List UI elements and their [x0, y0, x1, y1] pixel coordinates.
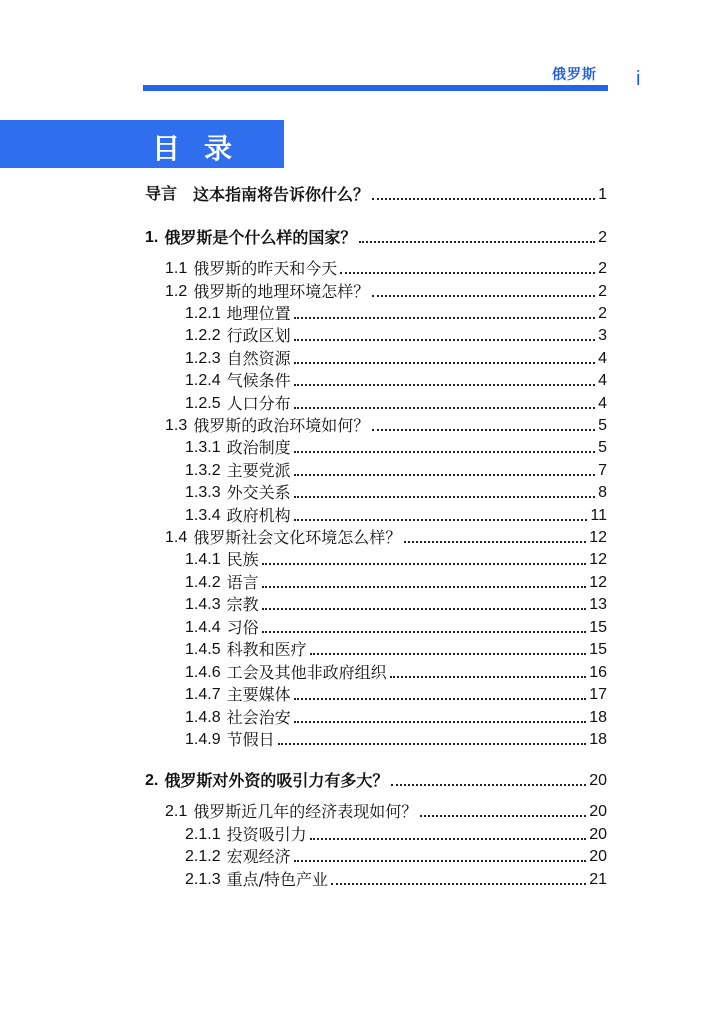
- leader-dots: [359, 241, 595, 243]
- toc-entry-1-3[interactable]: [165, 414, 607, 436]
- leader-dots: [294, 474, 595, 476]
- toc-entry-2-1-3[interactable]: [185, 868, 607, 890]
- toc-entry-1-2-2[interactable]: [185, 324, 607, 346]
- leader-dots: [294, 362, 595, 364]
- toc-entry-label: 民族: [226, 550, 259, 569]
- toc-entry-page: 12: [589, 529, 607, 546]
- toc-entry-1-4-2[interactable]: [185, 571, 607, 593]
- toc-entry-1-3-2[interactable]: [185, 459, 607, 481]
- toc-entry-page: 20: [589, 848, 607, 865]
- toc-entry-number: 1.3.1: [185, 439, 221, 456]
- toc-entry-number: 1.4.7: [185, 686, 221, 703]
- toc-entry-number: 1.1: [165, 260, 188, 277]
- toc-entry-page: 1: [598, 186, 607, 203]
- leader-dots: [391, 784, 586, 786]
- leader-dots: [294, 698, 587, 700]
- leader-dots: [420, 815, 586, 817]
- toc-entry-number: 1.4.4: [185, 619, 221, 636]
- toc-entry-page: 16: [589, 664, 607, 681]
- toc-entry-number: 1.4.6: [185, 664, 221, 681]
- toc-entry-label: 俄罗斯对外资的吸引力有多大？: [164, 771, 389, 790]
- toc-entry-label: 社会治安: [226, 708, 291, 727]
- toc-entry-number: 1.: [145, 229, 159, 246]
- toc-entry-2-1-2[interactable]: [185, 845, 607, 867]
- toc-entry-label: 习俗: [226, 618, 259, 637]
- toc-entry-label: 政治制度: [226, 438, 291, 457]
- toc-entry-number: 导言: [145, 186, 178, 203]
- toc-entry-number: 1.2.3: [185, 350, 221, 367]
- running-header-country: 俄罗斯: [552, 67, 597, 83]
- toc-entry-number: 1.2: [165, 283, 188, 300]
- toc-entry-number: 1.2.5: [185, 395, 221, 412]
- toc-entry-number: 1.2.2: [185, 327, 221, 344]
- toc-entry-label: 人口分布: [226, 394, 291, 413]
- leader-dots: [310, 653, 587, 655]
- toc-entry-label: 俄罗斯是个什么样的国家？: [164, 228, 357, 247]
- toc-entry-intro[interactable]: [145, 183, 607, 205]
- toc-entry-label: 科教和医疗: [226, 640, 307, 659]
- toc-entry-label: 投资吸引力: [226, 825, 307, 844]
- toc-entry-1-4-5[interactable]: [185, 638, 607, 660]
- running-header-page-number: i: [636, 68, 641, 90]
- leader-dots: [294, 496, 595, 498]
- toc-entry-label: 宗教: [226, 595, 259, 614]
- toc-entry-page: 20: [589, 826, 607, 843]
- leader-dots: [372, 295, 595, 297]
- toc-entry-label: 语言: [226, 573, 259, 592]
- leader-dots: [372, 198, 595, 200]
- toc-entry-label: 外交关系: [226, 483, 291, 502]
- toc-entry-label: 地理位置: [226, 304, 291, 323]
- toc-entry-page: 21: [589, 871, 607, 888]
- toc-entry-1-4-8[interactable]: [185, 706, 607, 728]
- leader-dots: [294, 451, 595, 453]
- toc-entry-label: 这本指南将告诉你什么？: [193, 185, 370, 204]
- toc-entry-1-1[interactable]: [165, 257, 607, 279]
- leader-dots: [294, 317, 595, 319]
- toc-entry-2-1[interactable]: [165, 800, 607, 822]
- toc-entry-page: 2: [598, 283, 607, 300]
- leader-dots: [262, 631, 587, 633]
- toc-entry-number: 1.4: [165, 529, 188, 546]
- leader-dots: [310, 838, 587, 840]
- toc-entry-number: 2.1.2: [185, 848, 221, 865]
- toc-entry-1-2-5[interactable]: [185, 392, 607, 414]
- leader-dots: [262, 608, 587, 610]
- toc-entry-number: 2.1.3: [185, 871, 221, 888]
- leader-dots: [278, 743, 587, 745]
- toc-entry-1-4-6[interactable]: [185, 661, 607, 683]
- toc-entry-number: 1.4.2: [185, 574, 221, 591]
- toc-entry-1[interactable]: [145, 226, 607, 248]
- toc-entry-label: 俄罗斯的政治环境如何？: [193, 416, 370, 435]
- leader-dots: [294, 339, 595, 341]
- toc-entry-page: 20: [589, 772, 607, 789]
- leader-dots: [340, 272, 595, 274]
- toc-entry-label: 主要媒体: [226, 685, 291, 704]
- toc-entry-1-4-4[interactable]: [185, 616, 607, 638]
- toc-entry-page: 7: [598, 462, 607, 479]
- toc-entry-1-2-3[interactable]: [185, 347, 607, 369]
- toc-entry-number: 1.3.3: [185, 484, 221, 501]
- leader-dots: [262, 563, 587, 565]
- toc-entry-page: 20: [589, 803, 607, 820]
- toc-entry-page: 2: [598, 260, 607, 277]
- toc-entry-number: 2.: [145, 772, 159, 789]
- toc-entry-1-4-9[interactable]: [185, 728, 607, 750]
- toc-entry-page: 12: [589, 574, 607, 591]
- toc-entry-label: 俄罗斯的昨天和今天: [193, 259, 338, 278]
- toc-entry-label: 俄罗斯的地理环境怎样？: [193, 282, 370, 301]
- toc-entry-page: 15: [589, 619, 607, 636]
- leader-dots: [294, 721, 587, 723]
- toc-entry-label: 俄罗斯社会文化环境怎么样？: [193, 528, 402, 547]
- page-title: 目录: [152, 132, 257, 165]
- leader-dots: [294, 519, 588, 521]
- toc-entry-page: 5: [598, 417, 607, 434]
- toc-entry-number: 1.2.4: [185, 372, 221, 389]
- toc-entry-number: 1.3.2: [185, 462, 221, 479]
- toc-entry-number: 2.1.1: [185, 826, 221, 843]
- toc-entry-label: 俄罗斯近几年的经济表现如何？: [193, 802, 418, 821]
- toc-entry-number: 1.3: [165, 417, 188, 434]
- toc-entry-1-4-3[interactable]: [185, 593, 607, 615]
- toc-entry-page: 18: [589, 731, 607, 748]
- toc-entry-label: 气候条件: [226, 371, 291, 390]
- toc-entry-page: 4: [598, 350, 607, 367]
- toc-entry-page: 12: [589, 551, 607, 568]
- leader-dots: [390, 676, 587, 678]
- toc-entry-page: 5: [598, 439, 607, 456]
- leader-dots: [331, 883, 586, 885]
- leader-dots: [294, 384, 595, 386]
- toc-entry-1-3-4[interactable]: [185, 504, 607, 526]
- toc-entry-1-3-3[interactable]: [185, 481, 607, 503]
- toc-entry-label: 重点/特色产业: [226, 870, 328, 889]
- toc-entry-page: 17: [589, 686, 607, 703]
- toc-entry-1-3-1[interactable]: [185, 436, 607, 458]
- leader-dots: [294, 860, 587, 862]
- toc-entry-page: 4: [598, 372, 607, 389]
- toc-entry-label: 宏观经济: [226, 847, 291, 866]
- leader-dots: [404, 541, 586, 543]
- toc-entry-page: 2: [598, 229, 607, 246]
- toc-entry-label: 政府机构: [226, 506, 291, 525]
- leader-dots: [372, 429, 595, 431]
- toc-entry-page: 8: [598, 484, 607, 501]
- toc-entry-number: 1.4.3: [185, 596, 221, 613]
- toc-entry-label: 节假日: [226, 730, 275, 749]
- toc-entry-number: 1.4.1: [185, 551, 221, 568]
- toc-entry-number: 1.4.9: [185, 731, 221, 748]
- toc-entry-1-2-4[interactable]: [185, 369, 607, 391]
- toc-entry-1-4[interactable]: [165, 526, 607, 548]
- toc-entry-label: 行政区划: [226, 326, 291, 345]
- toc-entry-number: 1.4.5: [185, 641, 221, 658]
- toc-entry-number: 1.3.4: [185, 507, 221, 524]
- toc-entry-page: 11: [590, 507, 607, 524]
- toc-entry-page: 18: [589, 709, 607, 726]
- leader-dots: [262, 586, 587, 588]
- toc-entry-number: 1.4.8: [185, 709, 221, 726]
- toc-entry-1-4-1[interactable]: [185, 548, 607, 570]
- toc-entry-page: 2: [598, 305, 607, 322]
- toc-entry-label: 工会及其他非政府组织: [226, 663, 387, 682]
- toc-entry-label: 主要党派: [226, 461, 291, 480]
- leader-dots: [294, 407, 595, 409]
- toc-entry-number: 1.2.1: [185, 305, 221, 322]
- toc-entry-number: 2.1: [165, 803, 188, 820]
- toc-entry-label: 自然资源: [226, 349, 291, 368]
- toc-entry-2[interactable]: [145, 769, 607, 791]
- toc-entry-page: 15: [589, 641, 607, 658]
- toc-entry-1-2[interactable]: [165, 280, 607, 302]
- toc-entry-page: 13: [589, 596, 607, 613]
- toc-entry-1-4-7[interactable]: [185, 683, 607, 705]
- toc-entry-page: 4: [598, 395, 607, 412]
- toc-entry-1-2-1[interactable]: [185, 302, 607, 324]
- toc-entry-2-1-1[interactable]: [185, 823, 607, 845]
- toc-entry-page: 3: [598, 327, 607, 344]
